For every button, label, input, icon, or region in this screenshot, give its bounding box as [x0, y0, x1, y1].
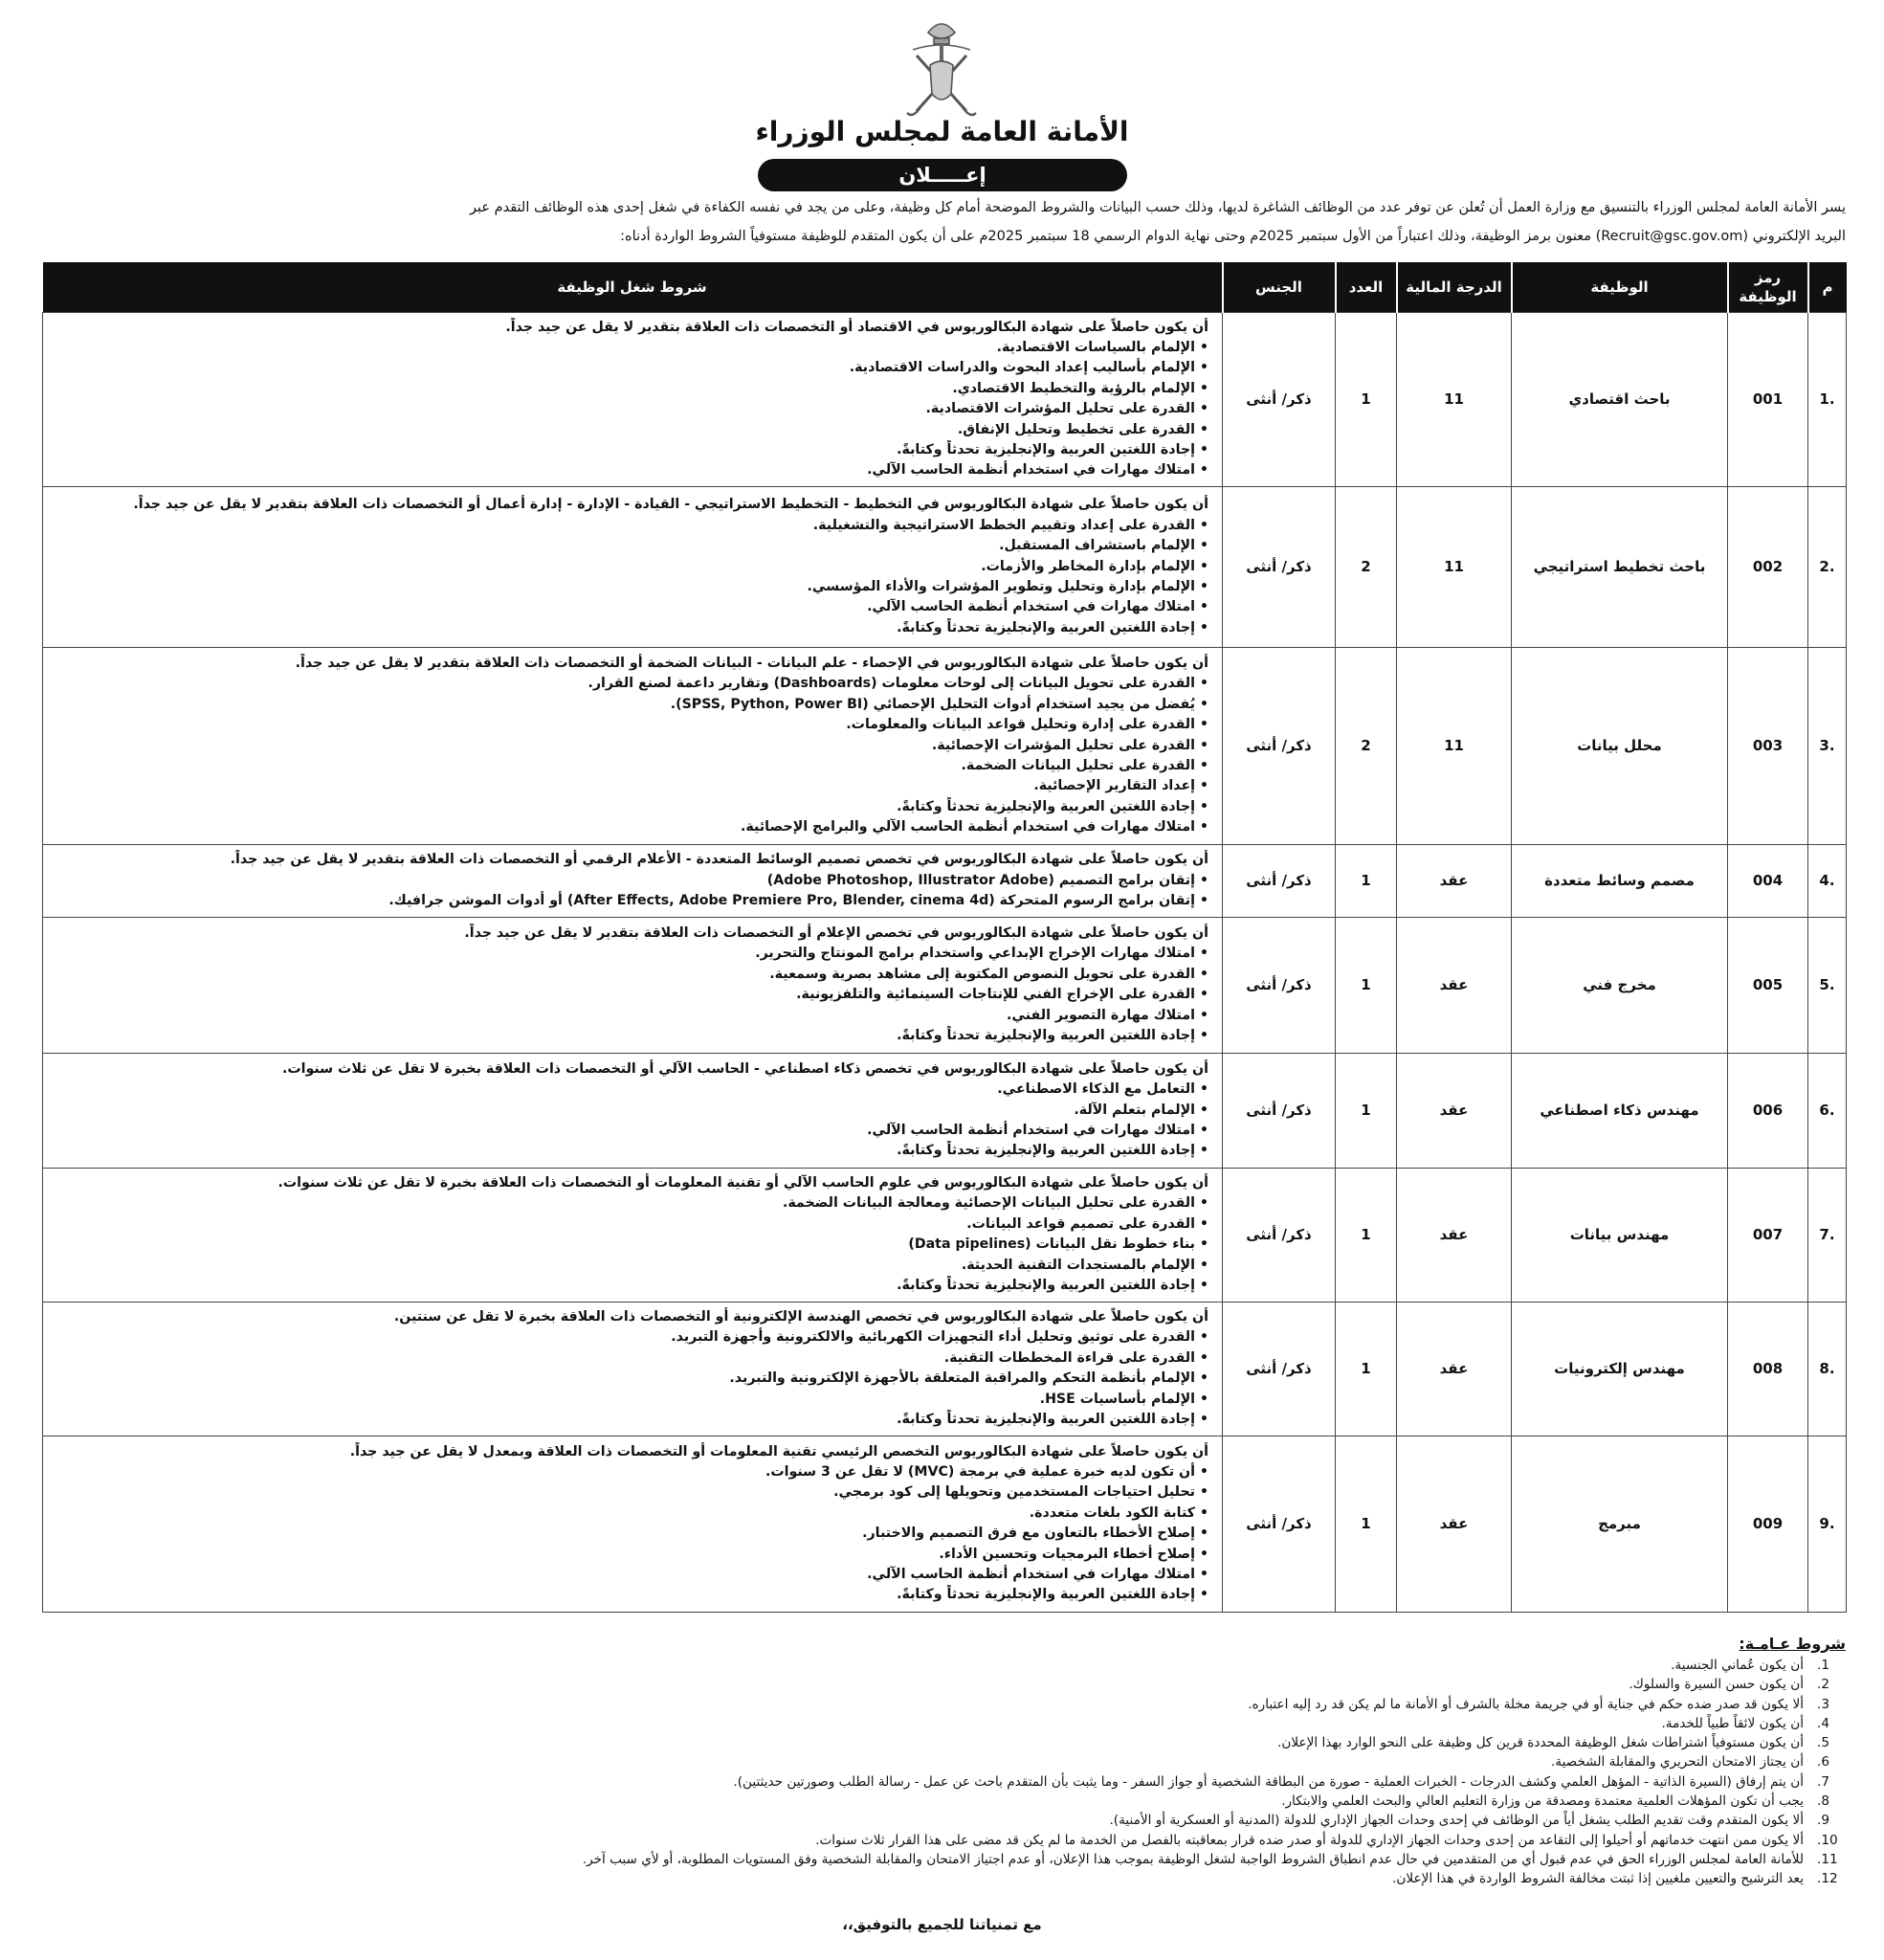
row-index: .7 [1808, 1168, 1847, 1302]
condition-item: • يُفضل من يجيد استخدام أدوات التحليل الإحصائي (SPSS, Python, Power BI). [53, 695, 1208, 715]
condition-item: • إصلاح الأخطاء بالتعاون مع فرق التصميم والاختبار. [53, 1524, 1208, 1544]
condition-item: • القدرة على تخطيط وتحليل الإنفاق. [53, 420, 1208, 440]
general-condition-item [47, 1792, 1846, 1811]
row-index: .2 [1808, 486, 1847, 647]
condition-item: • كتابة الكود بلغات متعددة. [53, 1503, 1208, 1524]
condition-item: • الإلمام بتعلم الآلة. [53, 1101, 1208, 1121]
condition-item: • الإلمام بالمستجدات التقنية الحديثة. [53, 1256, 1208, 1276]
job-title: مهندس إلكترونيات [1512, 1302, 1728, 1436]
job-grade: 11 [1397, 312, 1512, 486]
job-grade: عقد [1397, 917, 1512, 1053]
condition-item: • امتلاك مهارات في استخدام أنظمة الحاسب الآلي. [53, 597, 1208, 617]
condition-item: • الإلمام بأساسيات HSE. [53, 1390, 1208, 1410]
condition-item: أن يكون حاصلاً على شهادة البكالوريوس التخصص الرئيسي تقنية المعلومات أو التخصصات ذات العلاقة وبمعدل لا يقل عن جيد جداً. [349, 1443, 1208, 1459]
job-title: مخرج فني [1512, 917, 1728, 1053]
general-condition-text: أن يكون لائقاً طبياً للخدمة. [1661, 1715, 1804, 1731]
general-condition-number: .11 [1817, 1851, 1838, 1867]
job-grade: عقد [1397, 1168, 1512, 1302]
condition-item: أن يكون حاصلاً على شهادة البكالوريوس في تخصص تصميم الوسائط المتعددة - الأعلام الرقمي أو التخصصات ذات العلاقة بتقدير لا يقل عن جيد جداً. [230, 852, 1208, 868]
condition-item: • إجادة اللغتين العربية والإنجليزية تحدثاً وكتابةً. [53, 440, 1208, 460]
general-condition-item [47, 1811, 1846, 1830]
general-condition-item [47, 1714, 1846, 1733]
condition-item: • القدرة على قراءة المخططات التقنية. [53, 1348, 1208, 1369]
job-count: 1 [1336, 844, 1397, 917]
job-conditions [43, 647, 1223, 844]
job-conditions [43, 312, 1223, 486]
general-conditions-list [47, 1656, 1846, 1889]
general-condition-item [47, 1869, 1846, 1888]
condition-item: • الإلمام بالسياسات الاقتصادية. [53, 338, 1208, 358]
condition-item: • إتقان برامج التصميم (Adobe Photoshop, Illustrator Adobe) [53, 871, 1208, 891]
header-gender: الجنس [1223, 262, 1336, 312]
condition-item: • إجادة اللغتين العربية والإنجليزية تحدثاً وكتابةً. [53, 618, 1208, 638]
condition-item: • القدرة على تحويل البيانات إلى لوحات معلومات (Dashboards) وتقارير داعمة لصنع القرار. [53, 674, 1208, 694]
condition-item: • امتلاك مهارة التصوير الفني. [53, 1006, 1208, 1026]
header-index: م [1808, 262, 1847, 312]
general-condition-item [47, 1831, 1846, 1850]
condition-item: • امتلاك مهارات الإخراج الإبداعي واستخدام برامج المونتاج والتحرير. [53, 944, 1208, 964]
general-condition-text: أن يجتاز الامتحان التحريري والمقابلة الشخصية. [1550, 1754, 1804, 1771]
condition-item: أن يكون حاصلاً على شهادة البكالوريوس في تخصص الإعلام أو التخصصات ذات العلاقة بتقدير لا يقل عن جيد جداً. [464, 925, 1208, 942]
general-condition-text: للأمانة العامة لمجلس الوزراء الحق في عدم قبول أي من المتقدمين في حال عدم انطباق الشروط الواجبة لشغل الوظيفة بموجب هذا الإعلان، أو عدم اجتياز الامتحان والمقابلة الشخصية وفق المستويات المطلوبة، أو لأي سبب آخر. [582, 1851, 1804, 1867]
header-grade: الدرجة المالية [1397, 262, 1512, 312]
general-condition-number: .8 [1817, 1793, 1829, 1810]
job-code: 003 [1728, 647, 1808, 844]
condition-item: • تحليل احتياجات المستخدمين وتحويلها إلى كود برمجي. [53, 1482, 1208, 1503]
job-code: 002 [1728, 486, 1808, 647]
table-row [43, 1436, 1847, 1612]
header-code: رمز الوظيفة [1728, 262, 1808, 312]
job-gender: ذكر/ أنثى [1223, 312, 1336, 486]
announcement-banner: إعـــــلان [758, 159, 1127, 191]
condition-item: • الإلمام بأساليب إعداد البحوث والدراسات الاقتصادية. [53, 358, 1208, 378]
job-count: 1 [1336, 917, 1397, 1053]
general-condition-number: .7 [1817, 1773, 1829, 1790]
condition-item: • إجادة اللغتين العربية والإنجليزية تحدثاً وكتابةً. [53, 1141, 1208, 1161]
condition-item: • امتلاك مهارات في استخدام أنظمة الحاسب الآلي. [53, 1121, 1208, 1141]
condition-item: أن يكون حاصلاً على شهادة البكالوريوس في علوم الحاسب الآلي أو تقنية المعلومات أو التخصصات ذات العلاقة بخبرة لا تقل عن ثلاث سنوات. [277, 1175, 1208, 1192]
jobs-table-body [43, 312, 1847, 1612]
general-condition-number: .6 [1817, 1754, 1829, 1771]
job-grade: 11 [1397, 486, 1512, 647]
condition-item: • إجادة اللغتين العربية والإنجليزية تحدثاً وكتابةً. [53, 1585, 1208, 1605]
table-row [43, 917, 1847, 1053]
job-gender: ذكر/ أنثى [1223, 647, 1336, 844]
condition-item: • القدرة على الإخراج الفني للإنتاجات السينمائية والتلفزيونية. [53, 985, 1208, 1005]
intro-line-1: يسر الأمانة العامة لمجلس الوزراء بالتنسيق مع وزارة العمل أن تُعلن عن توفر عدد من الوظائف الشاغرة لديها، وذلك حسب البيانات والشروط الموضحة أمام كل وظيفة، وعلى من يجد في نفسه الكفاءة في شغل إحدى هذه الوظائف التقدم عبر [469, 200, 1846, 215]
row-index: .4 [1808, 844, 1847, 917]
general-condition-item [47, 1695, 1846, 1714]
condition-item: أن يكون حاصلاً على شهادة البكالوريوس في الإحصاء - علم البيانات - البيانات الضخمة أو التخصصات ذات العلاقة بتقدير لا يقل عن جيد جداً. [295, 655, 1208, 671]
job-count: 1 [1336, 1302, 1397, 1436]
job-gender: ذكر/ أنثى [1223, 917, 1336, 1053]
job-title: باحث اقتصادي [1512, 312, 1728, 486]
general-condition-text: أن يكون عُماني الجنسية. [1671, 1658, 1804, 1673]
condition-item: • إعداد التقارير الإحصائية. [53, 776, 1208, 796]
job-code: 007 [1728, 1168, 1808, 1302]
job-gender: ذكر/ أنثى [1223, 844, 1336, 917]
job-conditions [43, 1436, 1223, 1612]
general-condition-text: أن يكون مستوفياً اشتراطات شغل الوظيفة المحددة قرين كل وظيفة على النحو الوارد بهذا الإعلان. [1277, 1735, 1804, 1751]
job-code: 008 [1728, 1302, 1808, 1436]
job-grade: 11 [1397, 647, 1512, 844]
job-gender: ذكر/ أنثى [1223, 1436, 1336, 1612]
row-index: .6 [1808, 1053, 1847, 1168]
page-title: الأمانة العامة لمجلس الوزراء [755, 116, 1129, 147]
row-index: .3 [1808, 647, 1847, 844]
job-conditions [43, 1168, 1223, 1302]
job-conditions [43, 1302, 1223, 1436]
general-condition-text: ألا يكون المتقدم وقت تقديم الطلب يشغل أياً من الوظائف في إحدى وحدات الجهاز الإداري للدولة (المدنية أو العسكرية أو الأمنية). [1109, 1813, 1804, 1829]
general-condition-text: أن يكون حسن السيرة والسلوك. [1629, 1677, 1804, 1693]
job-code: 005 [1728, 917, 1808, 1053]
table-row [43, 486, 1847, 647]
header-job: الوظيفة [1512, 262, 1728, 312]
condition-item: • بناء خطوط نقل البيانات (Data pipelines) [53, 1235, 1208, 1255]
general-condition-number: .4 [1817, 1715, 1829, 1731]
job-code: 006 [1728, 1053, 1808, 1168]
job-count: 2 [1336, 486, 1397, 647]
job-title: مهندس ذكاء اصطناعي [1512, 1053, 1728, 1168]
condition-item: • إجادة اللغتين العربية والإنجليزية تحدثاً وكتابةً. [53, 797, 1208, 817]
general-condition-number: .3 [1817, 1696, 1829, 1712]
row-index: .5 [1808, 917, 1847, 1053]
general-condition-number: .10 [1817, 1832, 1838, 1848]
condition-item: • التعامل مع الذكاء الاصطناعي. [53, 1080, 1208, 1100]
job-conditions [43, 844, 1223, 917]
table-row [43, 844, 1847, 917]
intro-line-2: البريد الإلكتروني (Recruit@gsc.gov.om) معنون برمز الوظيفة، وذلك اعتباراً من الأول سبتمبر 2025م وحتى نهاية الدوام الرسمي 18 سبتمبر 2025م على أن يكون المتقدم للوظيفة مستوفياً الشروط الواردة أدناه: [620, 229, 1846, 244]
condition-item: • القدرة على تحليل المؤشرات الإحصائية. [53, 736, 1208, 756]
job-grade: عقد [1397, 1436, 1512, 1612]
row-index: .9 [1808, 1436, 1847, 1612]
jobs-table [42, 262, 1847, 1613]
general-condition-item [47, 1772, 1846, 1792]
table-row [43, 312, 1847, 486]
row-index: .1 [1808, 312, 1847, 486]
row-index: .8 [1808, 1302, 1847, 1436]
condition-item: • إجادة اللغتين العربية والإنجليزية تحدثاً وكتابةً. [53, 1410, 1208, 1430]
job-count: 1 [1336, 312, 1397, 486]
general-condition-text: ألا يكون قد صدر ضده حكم في جناية أو في جريمة مخلة بالشرف أو الأمانة ما لم يكن قد رد إليه اعتباره. [1248, 1696, 1804, 1712]
job-conditions [43, 917, 1223, 1053]
job-title: مصمم وسائط متعددة [1512, 844, 1728, 917]
job-code: 004 [1728, 844, 1808, 917]
general-condition-item [47, 1733, 1846, 1752]
general-condition-item [47, 1656, 1846, 1675]
condition-item: • امتلاك مهارات في استخدام أنظمة الحاسب الآلي. [53, 1565, 1208, 1585]
condition-item: • الإلمام بالرؤية والتخطيط الاقتصادي. [53, 379, 1208, 399]
condition-item: • الإلمام بإدارة وتحليل وتطوير المؤشرات والأداء المؤسسي. [53, 577, 1208, 597]
condition-item: أن يكون حاصلاً على شهادة البكالوريوس في تخصص ذكاء اصطناعي - الحاسب الآلي أو التخصصات ذات العلاقة بخبرة لا تقل عن ثلاث سنوات. [281, 1060, 1208, 1077]
job-title: مبرمج [1512, 1436, 1728, 1612]
general-condition-text: يعد الترشيح والتعيين ملغيين إذا ثبتت مخالفة الشروط الواردة في هذا الإعلان. [1392, 1871, 1804, 1887]
condition-item: • إتقان برامج الرسوم المتحركة (After Effects, Adobe Premiere Pro, Blender, cinema 4d) أو أدوات الموشن جرافيك. [53, 891, 1208, 911]
job-gender: ذكر/ أنثى [1223, 1053, 1336, 1168]
job-title: باحث تخطيط استراتيجي [1512, 486, 1728, 647]
job-code: 001 [1728, 312, 1808, 486]
table-row [43, 647, 1847, 844]
job-conditions [43, 1053, 1223, 1168]
condition-item: • القدرة على تصميم قواعد البيانات. [53, 1214, 1208, 1235]
job-count: 1 [1336, 1436, 1397, 1612]
condition-item: أن يكون حاصلاً على شهادة البكالوريوس في التخطيط - التخطيط الاستراتيجي - القيادة - الإدارة - إدارة أعمال أو التخصصات ذات العلاقة بتقدير لا يقل عن جيد جداً. [133, 497, 1208, 513]
general-condition-number: .9 [1817, 1813, 1829, 1829]
condition-item: • الإلمام باستشراف المستقبل. [53, 536, 1208, 556]
condition-item: • إجادة اللغتين العربية والإنجليزية تحدثاً وكتابةً. [53, 1026, 1208, 1046]
oman-emblem-icon [899, 11, 984, 124]
closing-note: مع تمنياتنا للجميع بالتوفيق،، [842, 1916, 1042, 1933]
job-title: مهندس بيانات [1512, 1168, 1728, 1302]
job-conditions [43, 486, 1223, 647]
condition-item: • امتلاك مهارات في استخدام أنظمة الحاسب الآلي والبرامج الإحصائية. [53, 817, 1208, 837]
condition-item: أن يكون حاصلاً على شهادة البكالوريوس في الاقتصاد أو التخصصات ذات العلاقة بتقدير لا يقل عن جيد جداً. [505, 319, 1208, 335]
job-code: 009 [1728, 1436, 1808, 1612]
job-count: 2 [1336, 647, 1397, 844]
table-row [43, 1168, 1847, 1302]
condition-item: • إجادة اللغتين العربية والإنجليزية تحدثاً وكتابةً. [53, 1276, 1208, 1296]
job-count: 1 [1336, 1168, 1397, 1302]
job-count: 1 [1336, 1053, 1397, 1168]
condition-item: • القدرة على تحليل البيانات الضخمة. [53, 756, 1208, 776]
general-condition-number: .1 [1817, 1658, 1829, 1673]
condition-item: • القدرة على تحويل النصوص المكتوبة إلى مشاهد بصرية وسمعية. [53, 965, 1208, 985]
job-gender: ذكر/ أنثى [1223, 1302, 1336, 1436]
condition-item: • القدرة على تحليل المؤشرات الاقتصادية. [53, 399, 1208, 419]
general-condition-item [47, 1752, 1846, 1771]
table-row [43, 1302, 1847, 1436]
general-condition-number: .2 [1817, 1677, 1829, 1693]
general-conditions-title: شروط عـامـة: [1739, 1635, 1846, 1653]
condition-item: • الإلمام بإدارة المخاطر والأزمات. [53, 557, 1208, 577]
condition-item: • الإلمام بأنظمة التحكم والمراقبة المتعلقة بالأجهزة الإلكترونية والتبريد. [53, 1369, 1208, 1389]
job-grade: عقد [1397, 1053, 1512, 1168]
condition-item: • امتلاك مهارات في استخدام أنظمة الحاسب الآلي. [53, 460, 1208, 480]
condition-item: • القدرة على إعداد وتقييم الخطط الاستراتيجية والتشغيلية. [53, 516, 1208, 536]
job-gender: ذكر/ أنثى [1223, 486, 1336, 647]
general-condition-item [47, 1850, 1846, 1869]
general-condition-number: .5 [1817, 1735, 1829, 1751]
general-condition-text: يجب أن تكون المؤهلات العلمية معتمدة ومصدقة من وزارة التعليم العالي والبحث العلمي والابتكار. [1281, 1793, 1804, 1810]
condition-item: • القدرة على تحليل البيانات الإحصائية ومعالجة البيانات الضخمة. [53, 1193, 1208, 1214]
condition-item: • القدرة على إدارة وتحليل قواعد البيانات والمعلومات. [53, 715, 1208, 735]
condition-item: أن يكون حاصلاً على شهادة البكالوريوس في تخصص الهندسة الإلكترونية أو التخصصات ذات العلاقة بخبرة لا تقل عن سنتين. [393, 1309, 1208, 1325]
general-condition-item [47, 1675, 1846, 1694]
general-condition-number: .12 [1817, 1871, 1838, 1887]
job-grade: عقد [1397, 844, 1512, 917]
condition-item: • أن تكون لديه خبرة عملية في برمجة (MVC) لا تقل عن 3 سنوات. [53, 1462, 1208, 1482]
job-grade: عقد [1397, 1302, 1512, 1436]
header-count: العدد [1336, 262, 1397, 312]
condition-item: • إصلاح أخطاء البرمجيات وتحسين الأداء. [53, 1545, 1208, 1565]
job-title: محلل بيانات [1512, 647, 1728, 844]
header-conditions: شروط شغل الوظيفة [43, 262, 1223, 312]
job-gender: ذكر/ أنثى [1223, 1168, 1336, 1302]
condition-item: • القدرة على توثيق وتحليل أداء التجهيزات الكهربائية والالكترونية وأجهزة التبريد. [53, 1327, 1208, 1348]
table-header-row [43, 262, 1847, 312]
general-condition-text: أن يتم إرفاق (السيرة الذاتية - المؤهل العلمي وكشف الدرجات - الخبرات العملية - صورة من البطاقة الشخصية أو جواز السفر - وما يثبت بأن المتقدم باحث عن عمل - رسالة الطلب وصورتين حديثتين). [733, 1773, 1804, 1790]
general-condition-text: ألا يكون ممن انتهت خدماتهم أو أحيلوا إلى التقاعد من إحدى وحدات الجهاز الإداري للدولة أو صدر ضده قرار بمعاقبته بالفصل من الخدمة ما لم يكن قد مضى على هذا القرار ثلاث سنوات. [815, 1832, 1804, 1848]
table-row [43, 1053, 1847, 1168]
